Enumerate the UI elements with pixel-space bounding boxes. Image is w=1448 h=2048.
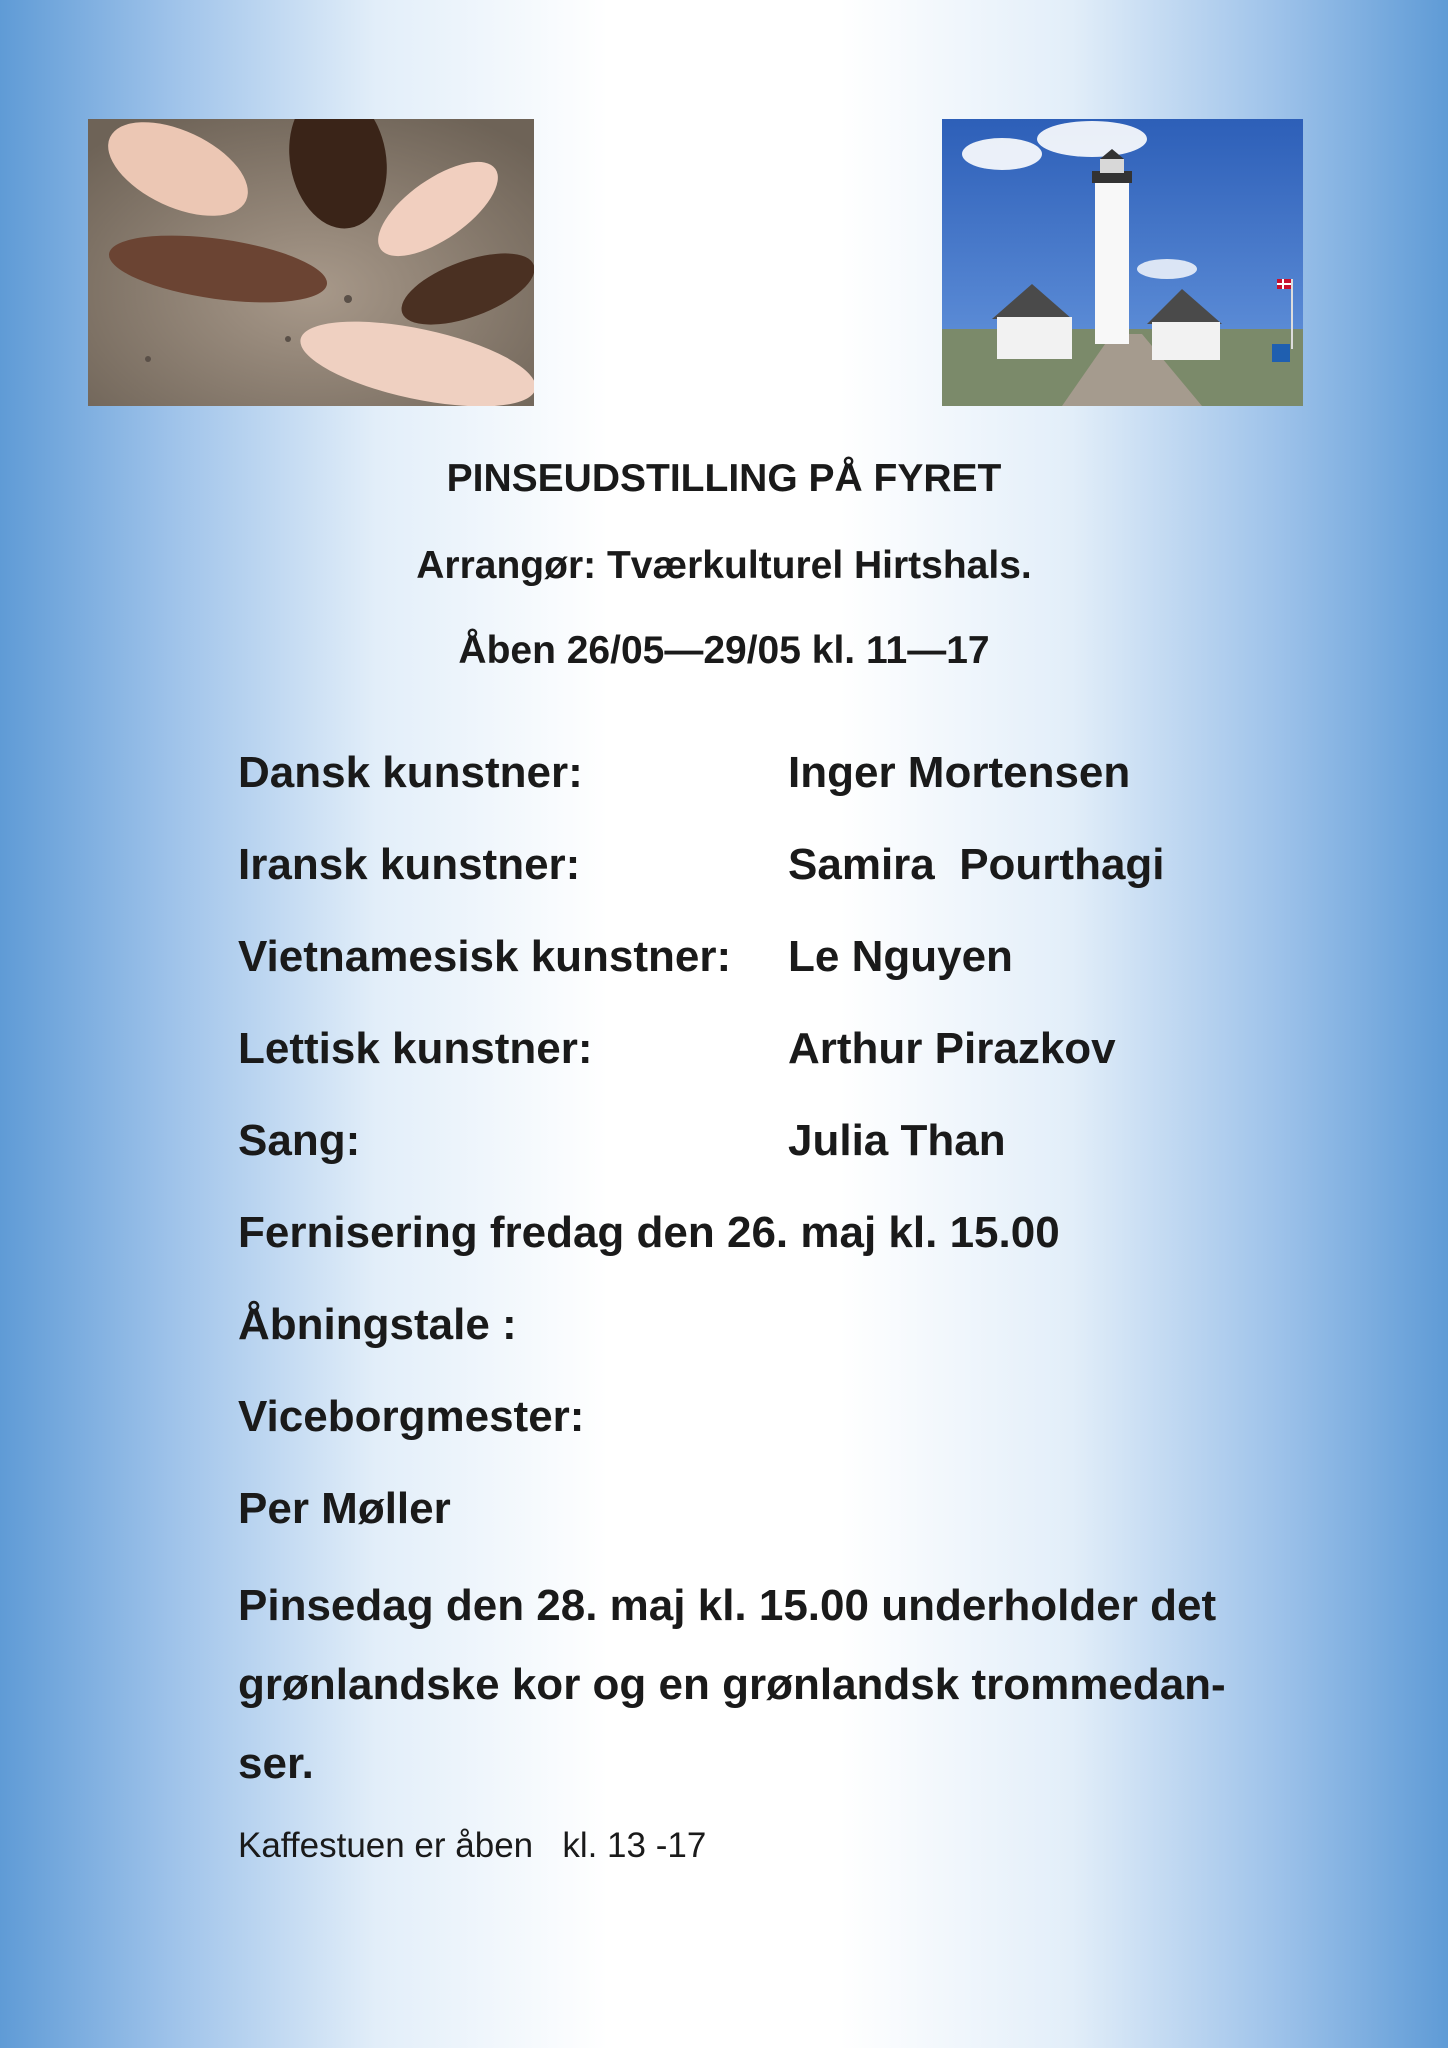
artist-name: Julia Than bbox=[788, 1116, 1006, 1165]
cafe-hours: Kaffestuen er åben kl. 13 -17 bbox=[238, 1826, 707, 1865]
feet-in-sand-photo bbox=[88, 119, 534, 406]
artist-row bbox=[238, 932, 1013, 982]
speaker-name: Per Møller bbox=[238, 1484, 451, 1533]
artist-label: Vietnamesisk kunstner: bbox=[238, 932, 732, 981]
artist-name: Le Nguyen bbox=[788, 932, 1013, 981]
artist-row bbox=[238, 840, 1165, 890]
artist-name: Arthur Pirazkov bbox=[788, 1024, 1116, 1073]
artist-name: Samira Pourthagi bbox=[788, 840, 1165, 889]
artist-row bbox=[238, 748, 1131, 798]
speech-label: Åbningstale : bbox=[238, 1300, 517, 1349]
whitsun-program: Pinsedag den 28. maj kl. 15.00 underholder det grønlandske kor og en grønlandsk trommedan-ser. bbox=[238, 1581, 1226, 1788]
artist-label: Sang: bbox=[238, 1116, 361, 1165]
artist-label: Lettisk kunstner: bbox=[238, 1024, 593, 1073]
lighthouse-photo bbox=[942, 119, 1303, 406]
artist-label: Dansk kunstner: bbox=[238, 748, 583, 797]
vernissage-line: Fernisering fredag den 26. maj kl. 15.00 bbox=[238, 1208, 1060, 1257]
speaker-title: Viceborgmester: bbox=[238, 1392, 585, 1441]
organizer-line: Arrangør: Tværkulturel Hirtshals. bbox=[416, 544, 1032, 587]
artist-row bbox=[238, 1024, 1116, 1074]
artist-row bbox=[238, 1116, 1006, 1166]
opening-hours: Åben 26/05—29/05 kl. 11—17 bbox=[458, 629, 990, 672]
artist-name: Inger Mortensen bbox=[788, 748, 1131, 797]
artist-label: Iransk kunstner: bbox=[238, 840, 581, 889]
exhibition-title: PINSEUDSTILLING PÅ FYRET bbox=[446, 457, 1002, 500]
